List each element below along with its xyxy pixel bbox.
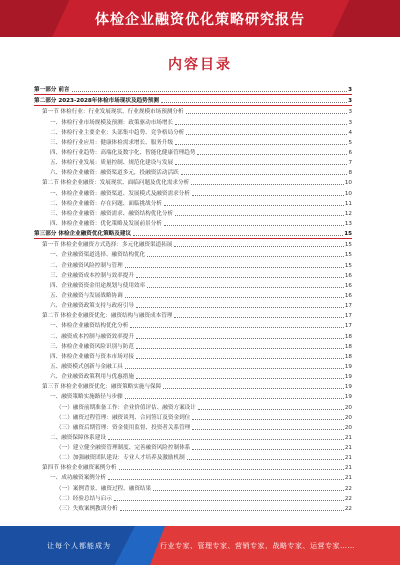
toc-leader-dots: [136, 307, 344, 308]
toc-entry-page: 22: [344, 495, 352, 502]
toc-entry[interactable]: [34, 208, 352, 218]
toc-leader-dots: [186, 134, 347, 135]
toc-leader-dots: [163, 388, 344, 389]
toc-entry[interactable]: [34, 401, 352, 411]
toc-entry-title: 四、体检行业趋势：高端化及数字化、智能化健康管理趋势: [50, 149, 196, 156]
toc-leader-dots: [125, 398, 344, 399]
toc-entry[interactable]: [34, 320, 352, 330]
toc-entry-title: 一、体检企业融资结构优化分析: [50, 323, 129, 330]
toc-entry-title: 二、体检企业融资：存在问题、面临挑战分析: [50, 200, 162, 207]
toc-entry-title: 三、体检企业融资风险识别与防范: [50, 343, 134, 350]
toc-entry-title: 六、体检企业融资：融资渠道多元，投融资活动活跃: [50, 170, 179, 177]
toc-entry[interactable]: [34, 177, 352, 187]
toc-leader-dots: [125, 297, 344, 298]
toc-entry-page: 21: [344, 434, 352, 441]
toc-leader-dots: [136, 277, 344, 278]
toc-entry[interactable]: [34, 341, 352, 351]
toc-leader-dots: [175, 164, 347, 165]
toc-entry-page: 19: [344, 394, 352, 401]
toc-entry-page: 16: [344, 282, 352, 289]
toc-entry[interactable]: [34, 249, 352, 259]
toc-entry-page: 3: [348, 87, 352, 94]
toc-entry-page: 21: [344, 475, 352, 482]
toc-entry-page: 22: [344, 485, 352, 492]
toc-leader-dots: [191, 184, 344, 185]
toc-entry-page: 15: [344, 242, 352, 249]
toc-leader-dots: [147, 256, 344, 257]
toc-entry-page: 3: [348, 119, 352, 126]
toc-entry[interactable]: [34, 157, 352, 167]
toc-entry-title: 第一部分 前言: [34, 87, 70, 94]
toc-entry-page: 11: [344, 200, 352, 207]
toc-leader-dots: [187, 459, 344, 460]
toc-entry-title: 五、企业融资与发展战略协调: [50, 292, 123, 299]
toc-entry-title: 三、体检企业融资：融资需求、融资结构优化分析: [50, 210, 174, 217]
toc-leader-dots: [192, 195, 344, 196]
toc-entry-page: 19: [344, 374, 352, 381]
toc-entry-page: 12: [344, 210, 352, 217]
toc-entry-page: 13: [344, 220, 352, 227]
toc-entry-title: （一）案例背景、融资过程、融资结果: [56, 485, 152, 492]
toc-leader-dots: [181, 174, 348, 175]
toc-entry-title: 二、融资成本控制与融资效率提升: [50, 333, 134, 340]
toc-entry[interactable]: [34, 259, 352, 269]
report-header: [0, 0, 400, 37]
toc-entry[interactable]: [34, 95, 352, 105]
toc-entry[interactable]: [34, 472, 352, 482]
toc-entry[interactable]: [34, 482, 352, 492]
toc-leader-dots: [192, 449, 344, 450]
toc-entry[interactable]: [34, 228, 352, 238]
toc-entry-title: 一、体检行业市场规模及预测：政策驱动市场增长: [50, 119, 174, 126]
footer-slogan: 让每个人都能成为: [47, 542, 111, 550]
toc-entry-page: 18: [344, 353, 352, 360]
toc-entry-page: 16: [344, 272, 352, 279]
toc-entry-page: 10: [344, 180, 352, 187]
toc-entry-page: 19: [344, 384, 352, 391]
toc-entry-page: 20: [344, 414, 352, 421]
toc-entry-page: 15: [344, 231, 352, 238]
toc-entry[interactable]: [34, 116, 352, 126]
toc-entry[interactable]: [34, 218, 352, 228]
toc-leader-dots: [136, 348, 344, 349]
toc-leader-dots: [197, 154, 347, 155]
toc-entry-page: 20: [344, 404, 352, 411]
toc-entry-title: 四、企业融资资金用途规划与使用效率: [50, 282, 146, 289]
toc-entry-page: 17: [344, 303, 352, 310]
toc-entry-title: 二、体检行业主要企业：头部集中趋势、竞争格局分析: [50, 129, 185, 136]
toc-entry[interactable]: [34, 361, 352, 371]
toc-entry-title: 第四节 体检企业融资案例分析: [42, 465, 117, 472]
toc-leader-dots: [108, 439, 344, 440]
toc-entry-title: （二）融资过程管理：融资谈判、合同签订及资金到位: [56, 414, 191, 421]
toc-entry-title: 三、体检行业应用：健康体检需求增长、服务升级: [50, 139, 174, 146]
toc-entry-title: （一）建立健全融资管理制度、完善融资风险控制体系: [56, 445, 191, 452]
chapter-underline: [34, 105, 352, 106]
toc-entry-page: 18: [344, 333, 352, 340]
toc-entry[interactable]: [34, 290, 352, 300]
toc-leader-dots: [161, 102, 347, 103]
toc-leader-dots: [133, 235, 343, 236]
toc-entry[interactable]: [34, 270, 352, 280]
toc-entry[interactable]: [34, 381, 352, 391]
toc-entry[interactable]: [34, 391, 352, 401]
toc-entry-title: （三）融资后期管理：资金使用监督、投资者关系管理: [56, 424, 191, 431]
toc-entry[interactable]: [34, 167, 352, 177]
toc-leader-dots: [120, 510, 344, 511]
toc-entry[interactable]: [34, 452, 352, 462]
toc-entry-page: 21: [344, 465, 352, 472]
toc-entry-page: 21: [344, 455, 352, 462]
table-of-contents: [34, 84, 352, 513]
toc-leader-dots: [147, 287, 344, 288]
toc-leader-dots: [175, 124, 347, 125]
toc-entry-page: 6: [348, 149, 352, 156]
toc-entry[interactable]: [34, 280, 352, 290]
toc-entry-page: 15: [344, 252, 352, 259]
toc-entry-title: 第二部分 2023-2028年体检市场现状及趋势预测: [34, 98, 159, 105]
toc-entry[interactable]: [34, 239, 352, 249]
chapter-underline: [34, 94, 352, 95]
toc-entry-page: 4: [348, 129, 352, 136]
report-title: 体检企业融资优化策略研究报告: [95, 12, 305, 28]
toc-entry[interactable]: [34, 300, 352, 310]
toc-entry-title: 第三节 体检企业融资优化：融资策略实施与保障: [42, 384, 162, 391]
toc-entry-title: 一、成功融资案例分析: [50, 475, 106, 482]
toc-entry-title: 四、体检企业融资与资本市场对接: [50, 353, 134, 360]
toc-leader-dots: [136, 338, 344, 339]
toc-entry-title: 一、体检企业融资：融资渠道、发展模式及融资需求分析: [50, 190, 190, 197]
toc-entry[interactable]: [34, 330, 352, 340]
toc-entry[interactable]: [34, 412, 352, 422]
toc-entry-page: 8: [348, 170, 352, 177]
toc-entry-title: 第二节 体检企业融资：发展现状、面临问题及优化需求分析: [42, 180, 190, 187]
toc-entry-title: 一、企业融资渠道选择、融资结构优化: [50, 252, 146, 259]
toc-entry[interactable]: [34, 351, 352, 361]
toc-entry-page: 21: [344, 445, 352, 452]
toc-leader-dots: [192, 419, 344, 420]
toc-entry-title: （二）经验总结与启示: [56, 495, 112, 502]
toc-entry[interactable]: [34, 310, 352, 320]
toc-entry-title: （三）失败案例教训分析: [56, 505, 118, 512]
toc-entry-page: 15: [344, 262, 352, 269]
toc-leader-dots: [136, 358, 344, 359]
toc-entry[interactable]: [34, 127, 352, 137]
toc-leader-dots: [198, 409, 344, 410]
toc-leader-dots: [136, 378, 344, 379]
toc-leader-dots: [164, 205, 344, 206]
toc-entry-title: 五、体检行业发展：质量控制、规范化建设与发展: [50, 160, 174, 167]
footer-banner: [0, 526, 400, 565]
toc-entry-title: 第一节 体检企业融资方式选择：多元化融资渠道拓展: [42, 242, 173, 249]
toc-leader-dots: [175, 144, 347, 145]
toc-entry-title: 三、企业融资成本控制与效率提升: [50, 272, 134, 279]
toc-entry-title: 四、体检企业融资：优化策略及发展前景分析: [50, 220, 162, 227]
toc-entry[interactable]: [34, 422, 352, 432]
toc-heading: 内容目录: [168, 57, 232, 73]
toc-leader-dots: [125, 368, 344, 369]
toc-entry[interactable]: [34, 432, 352, 442]
toc-entry-title: 二、融资保障体系建设: [50, 434, 106, 441]
toc-entry-title: 六、企业融资政策利用与优惠措施: [50, 374, 134, 381]
toc-entry-title: 六、企业融资政策支持与政府引导: [50, 303, 134, 310]
toc-leader-dots: [125, 267, 344, 268]
toc-leader-dots: [130, 327, 344, 328]
toc-entry-page: 7: [348, 160, 352, 167]
toc-entry[interactable]: [34, 493, 352, 503]
toc-entry-page: 5: [348, 139, 352, 146]
toc-leader-dots: [174, 317, 343, 318]
toc-entry-page: 20: [344, 424, 352, 431]
toc-entry[interactable]: [34, 106, 352, 116]
toc-entry-title: 第一节 体检行业：行业发展现状、行业规模市场预测分析: [42, 109, 184, 116]
toc-leader-dots: [108, 479, 344, 480]
toc-entry[interactable]: [34, 462, 352, 472]
toc-leader-dots: [119, 469, 344, 470]
toc-entry[interactable]: [34, 503, 352, 513]
toc-entry-page: 17: [344, 323, 352, 330]
toc-leader-dots: [186, 113, 348, 114]
toc-entry-page: 22: [344, 505, 352, 512]
toc-entry-page: 3: [348, 109, 352, 116]
toc-entry-title: （二）加强融资团队建设：专业人才培养及激励机制: [56, 455, 185, 462]
toc-leader-dots: [114, 500, 344, 501]
toc-entry-title: 一、融资策略实施路径与步骤: [50, 394, 123, 401]
toc-leader-dots: [164, 225, 344, 226]
toc-entry-page: 17: [344, 313, 352, 320]
toc-entry[interactable]: [34, 147, 352, 157]
toc-entry[interactable]: [34, 137, 352, 147]
toc-entry[interactable]: [34, 442, 352, 452]
toc-entry-page: 16: [344, 292, 352, 299]
toc-entry[interactable]: [34, 198, 352, 208]
toc-entry-title: 第二节 体检企业融资优化：融资结构与融资成本管理: [42, 313, 173, 320]
toc-entry-title: 第三部分 体检企业融资优化策略及建议: [34, 231, 132, 238]
toc-leader-dots: [174, 246, 343, 247]
toc-entry[interactable]: [34, 84, 352, 94]
toc-entry[interactable]: [34, 371, 352, 381]
toc-entry-page: 10: [344, 190, 352, 197]
toc-entry-title: 二、企业融资风险控制与管理: [50, 262, 123, 269]
toc-entry-page: 3: [348, 98, 352, 105]
toc-entry[interactable]: [34, 187, 352, 197]
toc-leader-dots: [175, 215, 344, 216]
toc-leader-dots: [72, 91, 348, 92]
toc-leader-dots: [192, 429, 344, 430]
toc-leader-dots: [153, 490, 344, 491]
toc-entry-page: 19: [344, 363, 352, 370]
toc-entry-page: 18: [344, 343, 352, 350]
toc-entry-title: 五、融资模式创新与金融工具: [50, 363, 123, 370]
footer-roles: 行业专家、管理专家、营销专家、战略专家、运营专家……: [160, 542, 355, 550]
toc-entry-title: （一）融资前期准备工作：企业价值评估、融资方案设计: [56, 404, 196, 411]
chapter-underline: [34, 238, 352, 239]
